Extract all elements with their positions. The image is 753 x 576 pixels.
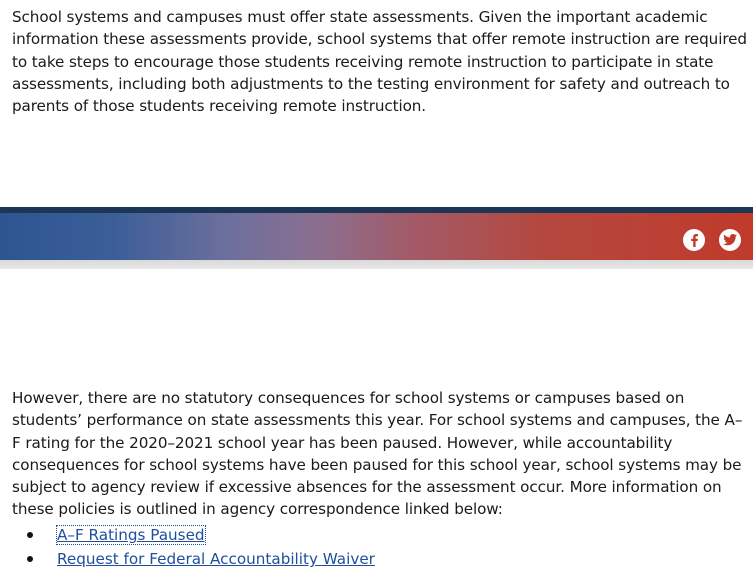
banner-gradient-band (0, 213, 753, 260)
federal-waiver-request-link[interactable]: Request for Federal Accountability Waiver (57, 550, 375, 568)
bullet-icon (27, 532, 33, 538)
share-banner (0, 207, 753, 270)
list-item (0, 547, 375, 571)
list-item (0, 523, 375, 547)
links-list (0, 523, 375, 571)
af-ratings-paused-link[interactable]: A–F Ratings Paused (57, 526, 205, 544)
facebook-icon[interactable] (683, 229, 705, 251)
bullet-icon (27, 556, 33, 562)
policy-paragraph: However, there are no statutory consequences for school systems or campuses based on students’ performance on state assessments this year. For school systems and campuses, the A–F rating for the 2020–2021 school year has been paused. However, while accountability consequences for school systems have been paused for this school year, school systems may be subject to agency review if excessive absences for the assessment occur. More information on these policies is outlined in agency correspondence linked below: (12, 389, 743, 519)
intro-paragraph: School systems and campuses must offer state assessments. Given the important academic information these assessments provide, school systems that offer remote instruction are required to take steps to encourage those students receiving remote instruction to participate in state assessments, including both adjustments to the testing environment for safety and outreach to parents of those students receiving remote instruction. (12, 8, 747, 116)
banner-bottom-stripe (0, 260, 753, 269)
twitter-icon[interactable] (719, 229, 741, 251)
